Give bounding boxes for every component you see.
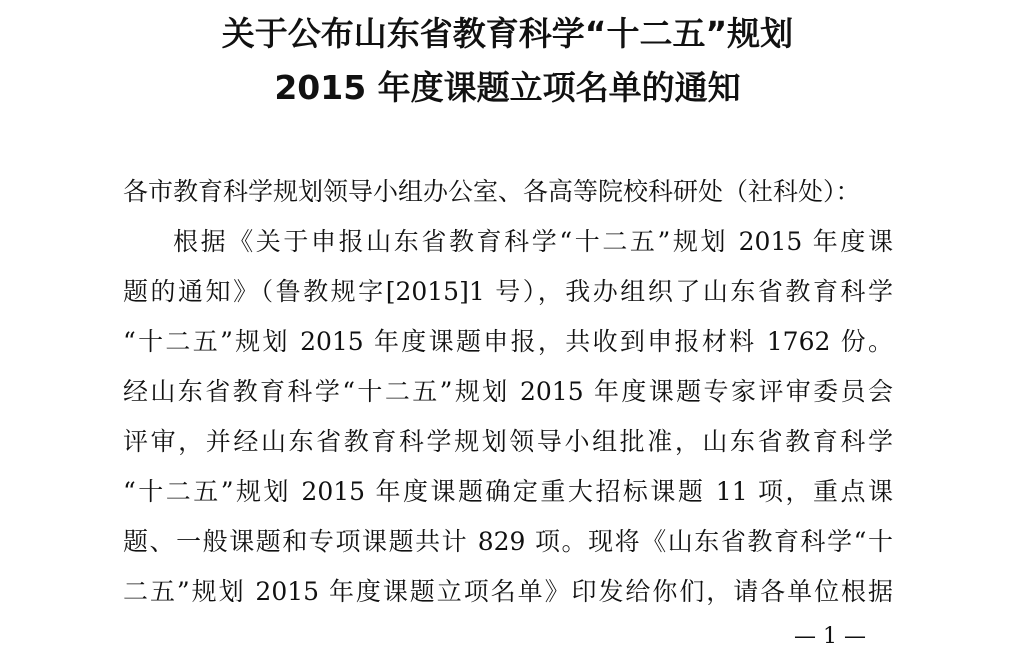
- salutation: 各市教育科学规划领导小组办公室、各高等院校科研处（社科处）：: [123, 177, 861, 206]
- body-line: “十二五”规划 2015 年度课题申报，共收到申报材料 1762 份。: [123, 327, 893, 356]
- document-title-line-1: 关于公布山东省教育科学“十二五”规划: [221, 14, 794, 53]
- document-title-line-2: 2015 年度课题立项名单的通知: [274, 68, 741, 107]
- body-line: 二五”规划 2015 年度课题立项名单》印发给你们，请各单位根据: [123, 577, 893, 606]
- body-line: “十二五”规划 2015 年度课题确定重大招标课题 11 项，重点课: [123, 477, 893, 506]
- page-number: — 1 —: [794, 624, 866, 649]
- body-line: 题、一般课题和专项课题共计 829 项。现将《山东省教育科学“十: [123, 527, 893, 556]
- body-line: 评审，并经山东省教育科学规划领导小组批准，山东省教育科学: [123, 427, 893, 456]
- body-line: 经山东省教育科学“十二五”规划 2015 年度课题专家评审委员会: [123, 377, 893, 406]
- body-line: 根据《关于申报山东省教育科学“十二五”规划 2015 年度课: [173, 227, 893, 256]
- body-line: 题的通知》（鲁教规字[2015]1 号），我办组织了山东省教育科学: [123, 277, 893, 306]
